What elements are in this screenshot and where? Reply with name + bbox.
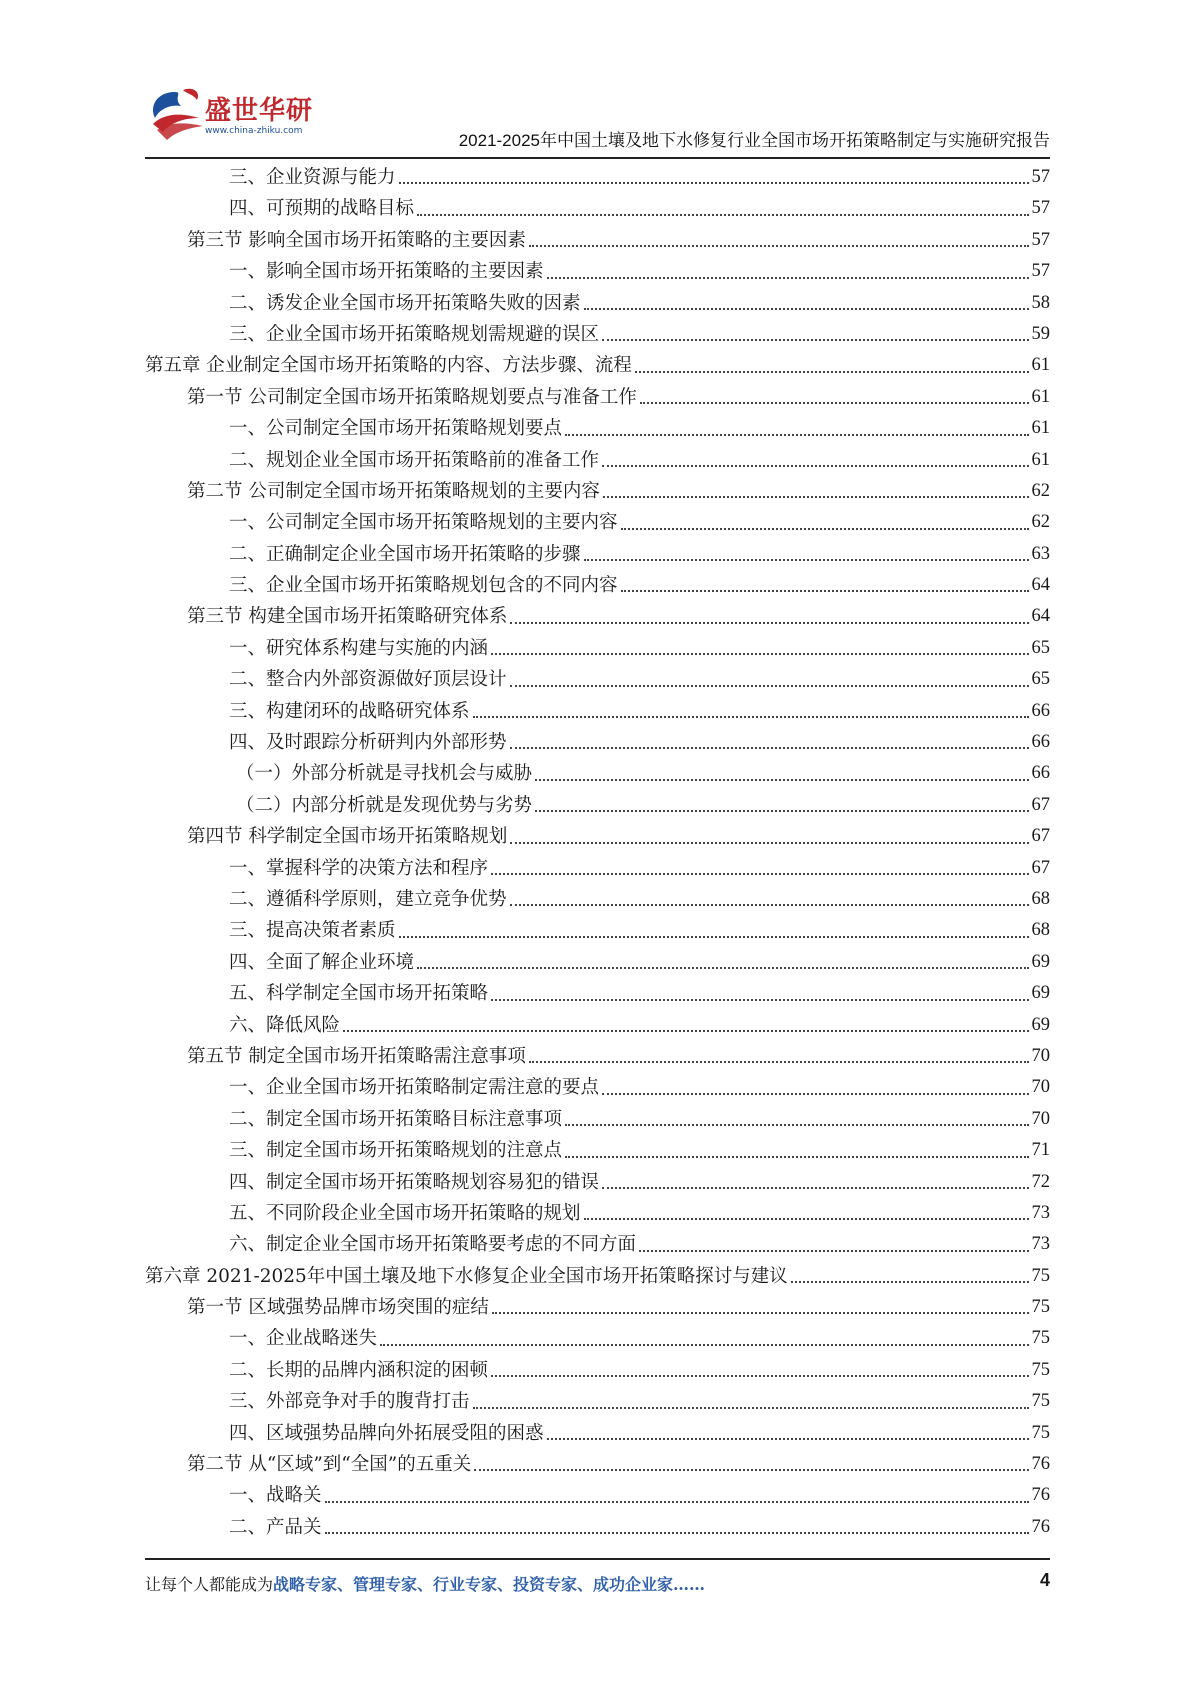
toc-entry-title: 二、遵循科学原则，建立竞争优势 [229, 888, 507, 910]
toc-entry-page: 73 [1031, 1202, 1050, 1223]
toc-dot-leader [325, 1512, 1029, 1543]
toc-dot-leader [602, 319, 1028, 350]
toc-entry-page: 66 [1031, 732, 1050, 753]
toc-entry[interactable] [145, 1386, 1050, 1417]
toc-entry-title: 一、企业战略迷失 [229, 1328, 378, 1350]
toc-entry-page: 61 [1031, 418, 1050, 439]
toc-entry-page: 76 [1031, 1516, 1050, 1537]
toc-dot-leader [565, 413, 1028, 444]
toc-entry-title: 四、可预期的战略目标 [229, 198, 415, 220]
toc-entry-page: 69 [1031, 983, 1050, 1004]
toc-entry[interactable] [145, 1418, 1050, 1449]
toc-entry-title: 三、制定全国市场开拓策略规划的注意点 [229, 1140, 563, 1162]
toc-entry-page: 67 [1031, 794, 1050, 815]
toc-entry-title: 三、企业资源与能力 [229, 167, 396, 188]
toc-entry-title: （一）外部分析就是寻找机会与威胁 [236, 763, 533, 785]
toc-entry[interactable] [145, 413, 1050, 444]
toc-entry-page: 75 [1031, 1422, 1050, 1443]
toc-entry[interactable] [145, 1167, 1050, 1198]
toc-dot-leader [492, 1292, 1029, 1323]
toc-dot-leader [510, 727, 1029, 758]
toc-entry-title: 二、规划企业全国市场开拓策略前的准备工作 [229, 449, 600, 471]
toc-dot-leader [417, 193, 1028, 224]
toc-dot-leader [621, 507, 1029, 538]
toc-dot-leader [491, 978, 1028, 1009]
toc-dot-leader [343, 1010, 1028, 1041]
toc-dot-leader [510, 821, 1028, 852]
toc-entry-title: 二、产品关 [229, 1516, 322, 1538]
toc-dot-leader [399, 915, 1029, 946]
toc-entry[interactable] [145, 1480, 1050, 1511]
toc-entry-title: 第六章 2021-2025年中国土壤及地下水修复企业全国市场开拓策略探讨与建议 [145, 1265, 788, 1287]
toc-entry[interactable] [145, 696, 1050, 727]
toc-entry[interactable] [145, 256, 1050, 287]
toc-entry-page: 70 [1031, 1045, 1050, 1066]
toc-entry-title: 第三节 影响全国市场开拓策略的主要因素 [187, 229, 526, 251]
toc-dot-leader [603, 476, 1029, 507]
toc-entry-title: 第五章 企业制定全国市场开拓策略的内容、方法步骤、流程 [145, 355, 632, 377]
toc-entry-page: 57 [1031, 198, 1050, 219]
toc-entry-title: 第一节 区域强势品牌市场突围的症结 [187, 1297, 489, 1319]
toc-entry[interactable] [145, 884, 1050, 915]
report-title: 2021-2025年中国土壤及地下水修复行业全国市场开拓策略制定与实施研究报告 [458, 131, 1050, 150]
toc-entry-title: 二、整合内外部资源做好顶层设计 [229, 669, 507, 691]
slogan-highlight: 战略专家、管理专家、行业专家、投资专家、成功企业家…… [273, 1575, 706, 1594]
logo-url: www.china-zhiku.com [205, 126, 303, 136]
toc-entry-page: 75 [1031, 1328, 1050, 1349]
toc-entry-title: 四、区域强势品牌向外拓展受阻的困惑 [229, 1422, 544, 1444]
toc-entry-title: 二、正确制定企业全国市场开拓策略的步骤 [229, 543, 581, 565]
toc-dot-leader [621, 570, 1029, 601]
toc-dot-leader [584, 539, 1029, 570]
toc-entry-page: 67 [1031, 857, 1050, 878]
page-footer [145, 1572, 1050, 1602]
toc-entry[interactable] [145, 758, 1050, 789]
toc-entry-title: 第五节 制定全国市场开拓策略需注意事项 [187, 1045, 526, 1067]
toc-dot-leader [639, 1229, 1028, 1260]
logo-emblem-icon [145, 84, 207, 144]
toc-dot-leader [547, 256, 1029, 287]
header-divider [145, 157, 1050, 159]
toc-entry-title: 二、诱发企业全国市场开拓策略失败的因素 [229, 292, 581, 314]
toc-entry[interactable] [145, 947, 1050, 978]
toc-entry-page: 63 [1031, 543, 1050, 564]
toc-entry[interactable] [145, 1355, 1050, 1386]
toc-dot-leader [584, 1198, 1029, 1229]
toc-entry-page: 70 [1031, 1077, 1050, 1098]
toc-entry-page: 57 [1031, 229, 1050, 250]
toc-entry[interactable] [145, 162, 1050, 193]
toc-entry[interactable] [145, 539, 1050, 570]
toc-dot-leader [529, 225, 1029, 256]
toc-entry-page: 61 [1031, 449, 1050, 470]
toc-entry-page: 61 [1031, 386, 1050, 407]
toc-dot-leader [791, 1261, 1029, 1292]
toc-entry[interactable] [145, 1135, 1050, 1166]
toc-entry-title: 二、制定全国市场开拓策略目标注意事项 [229, 1108, 563, 1130]
toc-entry-page: 75 [1031, 1297, 1050, 1318]
slogan-lead: 让每个人都能成为 [145, 1575, 274, 1594]
toc-entry-page: 58 [1031, 292, 1050, 313]
toc-dot-leader [491, 633, 1028, 664]
toc-dot-leader [510, 601, 1028, 632]
toc-entry[interactable] [145, 821, 1050, 852]
toc-entry-page: 66 [1031, 700, 1050, 721]
toc-entry-title: 四、制定全国市场开拓策略规划容易犯的错误 [229, 1171, 600, 1193]
toc-entry-title: 六、降低风险 [229, 1014, 341, 1036]
toc-entry-page: 73 [1031, 1234, 1050, 1255]
toc-entry[interactable] [145, 915, 1050, 946]
toc-dot-leader [584, 288, 1029, 319]
toc-entry[interactable] [145, 1292, 1050, 1323]
toc-entry[interactable] [145, 853, 1050, 884]
toc-entry-page: 66 [1031, 763, 1050, 784]
toc-entry-page: 59 [1031, 323, 1050, 344]
toc-dot-leader [602, 1072, 1028, 1103]
toc-entry[interactable] [145, 225, 1050, 256]
toc-entry[interactable] [145, 1198, 1050, 1229]
toc-dot-leader [565, 1135, 1028, 1166]
toc-entry-page: 64 [1031, 606, 1050, 627]
toc-dot-leader [491, 1355, 1028, 1386]
toc-entry-page: 76 [1031, 1454, 1050, 1475]
toc-entry-page: 62 [1031, 512, 1050, 533]
toc-entry-page: 76 [1031, 1485, 1050, 1506]
toc-entry-title: 一、公司制定全国市场开拓策略规划的主要内容 [229, 512, 618, 534]
toc-entry[interactable] [145, 319, 1050, 350]
toc-entry[interactable] [145, 664, 1050, 695]
toc-entry[interactable] [145, 1323, 1050, 1354]
toc-entry[interactable] [145, 1010, 1050, 1041]
toc-entry[interactable] [145, 350, 1050, 381]
toc-entry[interactable] [145, 1512, 1050, 1543]
toc-entry[interactable] [145, 633, 1050, 664]
toc-dot-leader [635, 350, 1029, 381]
toc-entry-page: 75 [1031, 1391, 1050, 1412]
toc-entry-page: 69 [1031, 951, 1050, 972]
toc-entry-title: 第二节 公司制定全国市场开拓策略规划的主要内容 [187, 480, 600, 502]
toc-entry-title: 二、长期的品牌内涵积淀的困顿 [229, 1359, 489, 1381]
toc-entry-title: 三、企业全国市场开拓策略规划包含的不同内容 [229, 575, 618, 597]
toc-entry-page: 64 [1031, 575, 1050, 596]
toc-entry-title: 五、科学制定全国市场开拓策略 [229, 983, 489, 1005]
toc-entry-title: 六、制定企业全国市场开拓策略要考虑的不同方面 [229, 1234, 637, 1256]
toc-entry[interactable] [145, 601, 1050, 632]
toc-entry-title: 一、战略关 [229, 1485, 322, 1507]
toc-entry-page: 62 [1031, 480, 1050, 501]
page-number: 4 [1039, 1570, 1050, 1590]
toc-entry-title: 一、掌握科学的决策方法和程序 [229, 857, 489, 879]
footer-divider [145, 1558, 1050, 1560]
toc-entry-title: 第三节 构建全国市场开拓策略研究体系 [187, 606, 508, 628]
toc-dot-leader [535, 790, 1028, 821]
toc-entry[interactable] [145, 978, 1050, 1009]
toc-entry-page: 57 [1031, 261, 1050, 282]
toc-dot-leader [529, 1041, 1029, 1072]
toc-entry-page: 68 [1031, 888, 1050, 909]
toc-entry-title: 第二节 从“区域”到“全国”的五重关 [187, 1454, 472, 1476]
toc-dot-leader [535, 758, 1028, 789]
toc-dot-leader [380, 1323, 1028, 1354]
toc-entry[interactable] [145, 382, 1050, 413]
toc-entry-page: 67 [1031, 826, 1050, 847]
toc-entry[interactable] [145, 1104, 1050, 1135]
toc-entry-title: 五、不同阶段企业全国市场开拓策略的规划 [229, 1202, 581, 1224]
page-header [145, 80, 1050, 150]
toc-entry-title: 四、及时跟踪分析研判内外部形势 [229, 732, 507, 754]
toc-entry-page: 65 [1031, 669, 1050, 690]
toc-entry[interactable] [145, 1041, 1050, 1072]
toc-entry[interactable] [145, 1229, 1050, 1260]
toc-dot-leader [602, 1167, 1028, 1198]
toc-entry[interactable] [145, 288, 1050, 319]
toc-entry[interactable] [145, 1072, 1050, 1103]
toc-entry-title: 一、影响全国市场开拓策略的主要因素 [229, 261, 544, 283]
toc-dot-leader [602, 445, 1028, 476]
toc-dot-leader [399, 162, 1029, 193]
toc-entry-page: 61 [1031, 355, 1050, 376]
toc-entry[interactable] [145, 790, 1050, 821]
toc-dot-leader [640, 382, 1029, 413]
toc-dot-leader [473, 1386, 1029, 1417]
toc-entry[interactable] [145, 1261, 1050, 1292]
toc-entry-page: 57 [1031, 167, 1050, 187]
toc-dot-leader [510, 884, 1029, 915]
toc-entry[interactable] [145, 476, 1050, 507]
toc-dot-leader [491, 853, 1028, 884]
toc-entry[interactable] [145, 727, 1050, 758]
toc-dot-leader [474, 1449, 1028, 1480]
toc-dot-leader [473, 696, 1029, 727]
toc-entry-title: （二）内部分析就是发现优势与劣势 [236, 794, 533, 816]
table-of-contents [145, 162, 1050, 1543]
toc-entry-title: 三、构建闭环的战略研究体系 [229, 700, 470, 722]
toc-dot-leader [565, 1104, 1028, 1135]
toc-entry-title: 三、企业全国市场开拓策略规划需规避的误区 [229, 323, 600, 345]
toc-dot-leader [547, 1418, 1029, 1449]
toc-entry-page: 68 [1031, 920, 1050, 941]
logo-name: 盛世华研 [205, 96, 314, 126]
toc-entry-page: 75 [1031, 1359, 1050, 1380]
toc-entry[interactable] [145, 1449, 1050, 1480]
toc-entry-title: 四、全面了解企业环境 [229, 951, 415, 973]
toc-entry-title: 一、研究体系构建与实施的内涵 [229, 637, 489, 659]
toc-entry-page: 69 [1031, 1014, 1050, 1035]
toc-dot-leader [325, 1480, 1029, 1511]
toc-entry-page: 65 [1031, 637, 1050, 658]
toc-entry-title: 三、提高决策者素质 [229, 920, 396, 942]
toc-entry[interactable] [145, 507, 1050, 538]
toc-entry-page: 71 [1031, 1140, 1050, 1161]
toc-dot-leader [510, 664, 1029, 695]
toc-entry-title: 一、企业全国市场开拓策略制定需注意的要点 [229, 1077, 600, 1099]
toc-entry[interactable] [145, 193, 1050, 224]
toc-entry-title: 第一节 公司制定全国市场开拓策略规划要点与准备工作 [187, 386, 637, 408]
toc-entry-page: 75 [1031, 1265, 1050, 1286]
company-logo [145, 84, 315, 144]
toc-entry-title: 第四节 科学制定全国市场开拓策略规划 [187, 826, 508, 848]
toc-entry[interactable] [145, 445, 1050, 476]
toc-entry-title: 三、外部竞争对手的腹背打击 [229, 1391, 470, 1413]
toc-entry[interactable] [145, 570, 1050, 601]
toc-entry-title: 一、公司制定全国市场开拓策略规划要点 [229, 418, 563, 440]
toc-entry-page: 72 [1031, 1171, 1050, 1192]
toc-entry-page: 70 [1031, 1108, 1050, 1129]
footer-slogan [145, 1572, 705, 1595]
toc-dot-leader [417, 947, 1028, 978]
